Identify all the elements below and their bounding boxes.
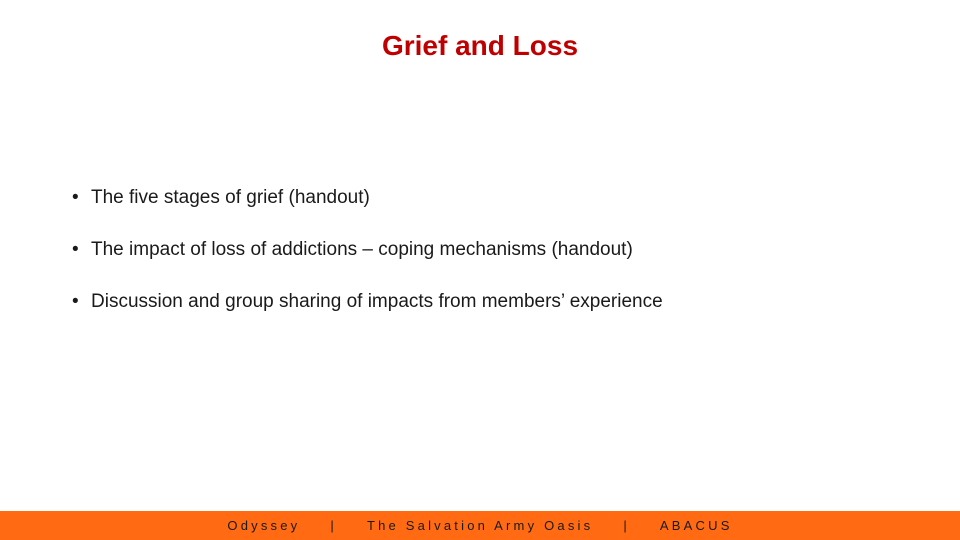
footer-abacus: ABACUS xyxy=(659,518,733,533)
bullet-item xyxy=(72,282,932,322)
bullet-text: The five stages of grief (handout) xyxy=(91,187,370,208)
slide-title: Grief and Loss xyxy=(381,30,579,61)
bullet-text: Discussion and group sharing of impacts from members’ experience xyxy=(91,291,663,312)
bullet-icon: • xyxy=(72,239,79,260)
footer-separator: | xyxy=(330,518,337,533)
bullet-list xyxy=(72,178,932,334)
bullet-icon: • xyxy=(72,291,79,312)
bullet-text: The impact of loss of addictions – coping mechanisms (handout) xyxy=(91,239,633,260)
footer-separator: | xyxy=(623,518,630,533)
bullet-item xyxy=(72,178,932,218)
footer-salvation-army: The Salvation Army Oasis xyxy=(366,518,594,533)
bullet-icon: • xyxy=(72,187,79,208)
bullet-item xyxy=(72,230,932,270)
footer-text xyxy=(0,511,960,540)
footer-bar xyxy=(0,511,960,540)
footer-odyssey: Odyssey xyxy=(227,518,301,533)
